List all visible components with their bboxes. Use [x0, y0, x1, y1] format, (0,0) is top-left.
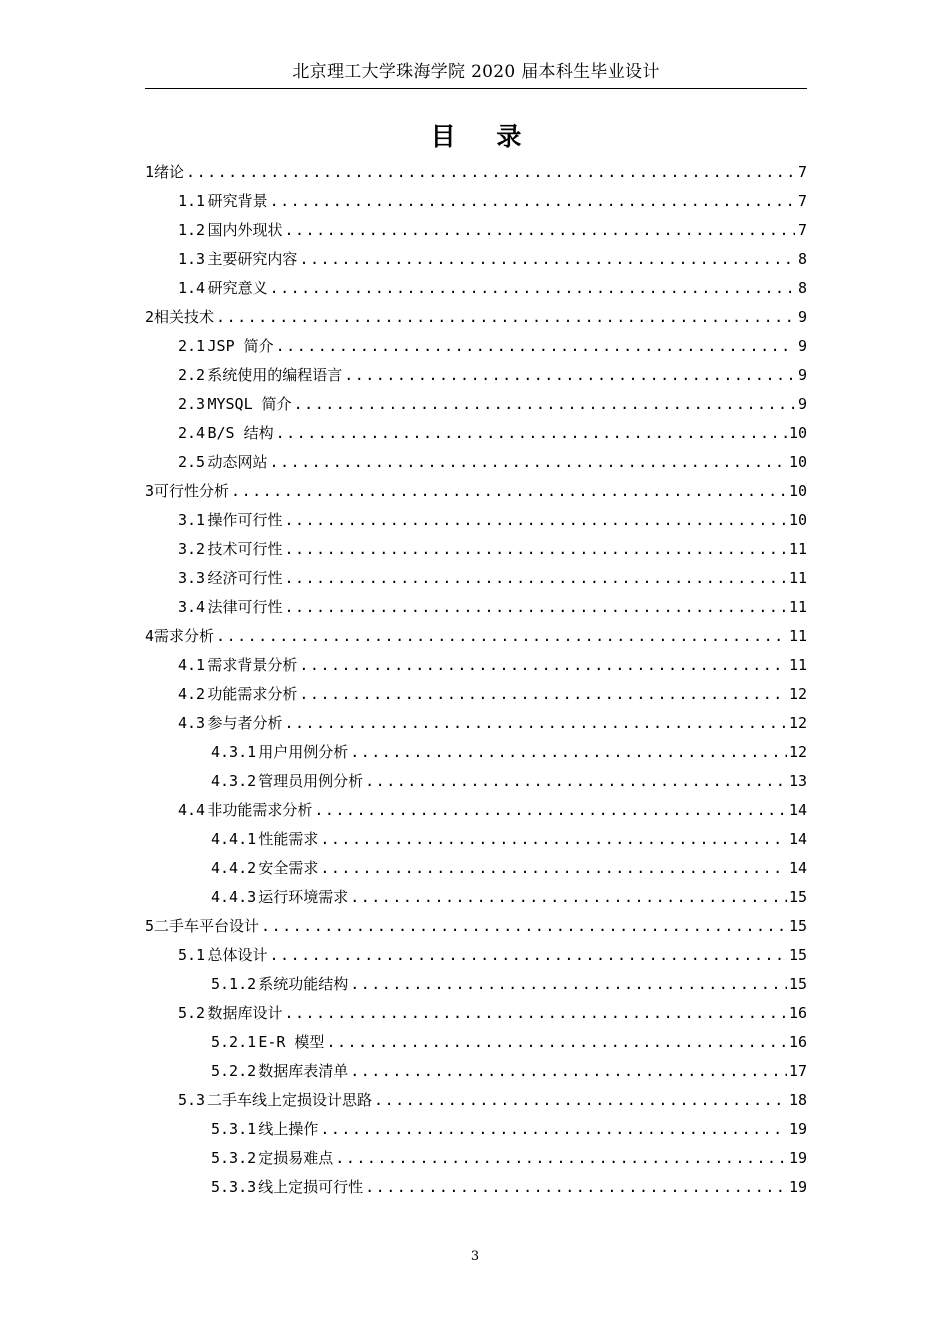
toc-entry[interactable]	[145, 504, 807, 533]
toc-entry[interactable]	[145, 388, 807, 417]
toc-entry[interactable]	[145, 1084, 807, 1113]
toc-entry[interactable]	[145, 910, 807, 939]
toc-entry[interactable]	[145, 359, 807, 388]
toc-entry-title: 性能需求	[258, 830, 319, 848]
toc-entry-number: 1.2	[178, 221, 206, 239]
toc-entry-number: 5	[145, 917, 155, 935]
toc-dot-leader	[320, 858, 787, 878]
toc-entry-page: 9	[797, 366, 807, 384]
toc-entry-title: 系统使用的编程语言	[207, 366, 343, 384]
toc-dot-leader	[320, 1119, 787, 1139]
toc-entry-number: 5.1.2	[211, 975, 257, 993]
toc-entry-title: 运行环境需求	[258, 888, 349, 906]
toc-entry-page: 15	[788, 917, 807, 935]
toc-entry-number: 3.4	[178, 598, 206, 616]
toc-entry[interactable]	[145, 475, 807, 504]
toc-entry-title: 功能需求分析	[207, 685, 298, 703]
toc-entry-title: 线上操作	[258, 1120, 319, 1138]
toc-dot-leader	[326, 1032, 787, 1052]
toc-entry-number: 2	[145, 308, 155, 326]
toc-entry[interactable]	[145, 852, 807, 881]
toc-dot-leader	[350, 742, 787, 762]
toc-entry-title: 经济可行性	[207, 569, 283, 587]
toc-entry-title: 管理员用例分析	[258, 772, 364, 790]
toc-dot-leader	[335, 1148, 787, 1168]
toc-entry-title: 操作可行性	[207, 511, 283, 529]
toc-entry-number: 4	[145, 627, 155, 645]
page-header: 北京理工大学珠海学院 2020 届本科生毕业设计	[145, 60, 807, 89]
toc-entry-number: 1.3	[178, 250, 206, 268]
toc-entry[interactable]	[145, 156, 807, 185]
toc-entry-title: 相关技术	[154, 308, 215, 326]
toc-entry-number: 5.3.3	[211, 1178, 257, 1196]
toc-entry[interactable]	[145, 968, 807, 997]
toc-entry-title: B/S 结构	[207, 424, 274, 442]
toc-entry[interactable]	[145, 794, 807, 823]
toc-entry-page: 19	[788, 1178, 807, 1196]
page-number: 3	[470, 1249, 480, 1264]
toc-entry-page: 9	[797, 395, 807, 413]
toc-entry[interactable]	[145, 1171, 807, 1200]
toc-entry[interactable]	[145, 243, 807, 272]
toc-dot-leader	[270, 191, 795, 211]
toc-entry-page: 10	[788, 424, 807, 442]
toc-entry[interactable]	[145, 736, 807, 765]
toc-entry-title: 总体设计	[207, 946, 268, 964]
toc-entry-page: 7	[797, 221, 807, 239]
toc-entry-number: 5.2.2	[211, 1062, 257, 1080]
toc-dot-leader	[320, 829, 787, 849]
toc-dot-leader	[350, 974, 787, 994]
toc-dot-leader	[216, 307, 795, 327]
toc-entry-page: 16	[788, 1004, 807, 1022]
toc-entry-number: 2.2	[178, 366, 206, 384]
toc-title: 目 录	[430, 122, 538, 151]
toc-entry-number: 4.2	[178, 685, 206, 703]
toc-entry-title: 用户用例分析	[258, 743, 349, 761]
toc-entry-page: 9	[797, 308, 807, 326]
toc-entry-title: 需求分析	[154, 627, 215, 645]
toc-entry[interactable]	[145, 1142, 807, 1171]
toc-entry-number: 4.4.3	[211, 888, 257, 906]
toc-entry-number: 4.1	[178, 656, 206, 674]
toc-dot-leader	[261, 916, 787, 936]
toc-entry-page: 19	[788, 1120, 807, 1138]
toc-entry[interactable]	[145, 765, 807, 794]
toc-entry-title: 线上定损可行性	[258, 1178, 364, 1196]
toc-entry[interactable]	[145, 997, 807, 1026]
toc-entry-page: 17	[788, 1062, 807, 1080]
toc-entry-title: 技术可行性	[207, 540, 283, 558]
toc-entry[interactable]	[145, 823, 807, 852]
toc-dot-leader	[314, 800, 787, 820]
toc-entry[interactable]	[145, 939, 807, 968]
toc-entry-title: 参与者分析	[207, 714, 283, 732]
toc-entry-page: 14	[788, 801, 807, 819]
toc-entry-title: 可行性分析	[154, 482, 230, 500]
toc-entry-number: 1.4	[178, 279, 206, 297]
toc-entry[interactable]	[145, 301, 807, 330]
toc-entry-page: 15	[788, 888, 807, 906]
toc-entry-page: 9	[797, 337, 807, 355]
toc-dot-leader	[285, 220, 796, 240]
toc-entry-page: 13	[788, 772, 807, 790]
toc-entry-number: 3.1	[178, 511, 206, 529]
toc-dot-leader	[374, 1090, 787, 1110]
toc-entry-number: 4.4.1	[211, 830, 257, 848]
toc-entry-number: 5.3.1	[211, 1120, 257, 1138]
toc-dot-leader	[294, 394, 795, 414]
toc-entry-number: 1.1	[178, 192, 206, 210]
toc-entry-title: 国内外现状	[207, 221, 283, 239]
toc-entry[interactable]	[145, 214, 807, 243]
toc-entry-number: 4.3.1	[211, 743, 257, 761]
toc-dot-leader	[270, 278, 795, 298]
toc-entry[interactable]	[145, 591, 807, 620]
toc-entry[interactable]	[145, 678, 807, 707]
toc-entry[interactable]	[145, 1113, 807, 1142]
toc-entry-number: 1	[145, 163, 155, 181]
toc-entry-title: E-R 模型	[258, 1033, 325, 1051]
toc-entry[interactable]	[145, 620, 807, 649]
toc-entry-page: 11	[788, 569, 807, 587]
toc-dot-leader	[350, 887, 787, 907]
toc-entry-page: 14	[788, 830, 807, 848]
toc-entry-page: 7	[797, 192, 807, 210]
toc-entry-number: 4.3.2	[211, 772, 257, 790]
toc-entry[interactable]	[145, 272, 807, 301]
toc-entry-page: 12	[788, 714, 807, 732]
toc-entry-page: 19	[788, 1149, 807, 1167]
toc-entry[interactable]	[145, 330, 807, 359]
toc-entry-number: 3.2	[178, 540, 206, 558]
toc-entry-page: 18	[788, 1091, 807, 1109]
toc-entry-title: JSP 简介	[207, 337, 274, 355]
toc-entry[interactable]	[145, 881, 807, 910]
toc-entry-page: 11	[788, 627, 807, 645]
toc-dot-leader	[284, 568, 786, 588]
toc-entry-number: 2.1	[178, 337, 206, 355]
toc-entry-page: 10	[788, 453, 807, 471]
toc-entry-number: 4.4	[178, 801, 206, 819]
toc-dot-leader	[284, 1003, 786, 1023]
toc-dot-leader	[231, 481, 787, 501]
toc-entry-number: 5.2.1	[211, 1033, 257, 1051]
toc-dot-leader	[350, 1061, 787, 1081]
toc-entry-title: 非功能需求分析	[207, 801, 313, 819]
toc-entry-number: 2.4	[178, 424, 206, 442]
toc-entry-number: 5.3	[178, 1091, 206, 1109]
toc-dot-leader	[276, 423, 787, 443]
toc-entry-title: 动态网站	[207, 453, 268, 471]
toc-entry-number: 3.3	[178, 569, 206, 587]
toc-entry-page: 15	[788, 946, 807, 964]
toc-entry-title: 法律可行性	[207, 598, 283, 616]
toc-entry-number: 2.3	[178, 395, 206, 413]
toc-entry-title: 安全需求	[258, 859, 319, 877]
toc-entry-title: 研究背景	[207, 192, 268, 210]
toc-entry-title: 二手车平台设计	[154, 917, 260, 935]
toc-entry-number: 2.5	[178, 453, 206, 471]
toc-dot-leader	[284, 597, 786, 617]
toc-entry-page: 10	[788, 482, 807, 500]
toc-entry-page: 12	[788, 685, 807, 703]
table-of-contents	[145, 156, 807, 1200]
toc-dot-leader	[344, 365, 795, 385]
toc-dot-leader	[365, 771, 787, 791]
toc-dot-leader	[299, 655, 787, 675]
toc-dot-leader	[284, 539, 786, 559]
toc-dot-leader	[270, 452, 787, 472]
toc-entry-number: 5.2	[178, 1004, 206, 1022]
toc-dot-leader	[284, 510, 786, 530]
toc-entry-number: 4.3	[178, 714, 206, 732]
toc-entry-title: 数据库表清单	[258, 1062, 349, 1080]
toc-entry-page: 7	[797, 163, 807, 181]
toc-entry[interactable]	[145, 533, 807, 562]
toc-entry-number: 5.1	[178, 946, 206, 964]
toc-entry-page: 11	[788, 540, 807, 558]
toc-entry[interactable]	[145, 1026, 807, 1055]
toc-dot-leader	[270, 945, 787, 965]
toc-entry-page: 11	[788, 656, 807, 674]
toc-dot-leader	[299, 684, 787, 704]
toc-entry-page: 11	[788, 598, 807, 616]
toc-entry-title: 二手车线上定损设计思路	[207, 1091, 373, 1109]
toc-entry[interactable]	[145, 562, 807, 591]
toc-dot-leader	[299, 249, 795, 269]
toc-entry-title: 定损易难点	[258, 1149, 334, 1167]
toc-dot-leader	[216, 626, 787, 646]
toc-entry-number: 3	[145, 482, 155, 500]
toc-dot-leader	[284, 713, 786, 733]
toc-entry[interactable]	[145, 185, 807, 214]
toc-entry[interactable]	[145, 707, 807, 736]
toc-entry-title: 需求背景分析	[207, 656, 298, 674]
toc-entry[interactable]	[145, 1055, 807, 1084]
toc-entry-title: 研究意义	[207, 279, 268, 297]
toc-dot-leader	[276, 336, 795, 356]
toc-dot-leader	[186, 162, 795, 182]
toc-entry-title: 数据库设计	[207, 1004, 283, 1022]
toc-entry-page: 8	[797, 250, 807, 268]
toc-entry-title: 绪论	[154, 163, 185, 181]
toc-entry-page: 14	[788, 859, 807, 877]
toc-entry-page: 12	[788, 743, 807, 761]
toc-entry-page: 10	[788, 511, 807, 529]
toc-entry-title: MYSQL 简介	[207, 395, 292, 413]
toc-entry-number: 5.3.2	[211, 1149, 257, 1167]
toc-entry-title: 主要研究内容	[207, 250, 298, 268]
toc-entry-title: 系统功能结构	[258, 975, 349, 993]
toc-entry-page: 15	[788, 975, 807, 993]
toc-entry[interactable]	[145, 446, 807, 475]
toc-entry[interactable]	[145, 417, 807, 446]
toc-entry[interactable]	[145, 649, 807, 678]
toc-entry-number: 4.4.2	[211, 859, 257, 877]
toc-entry-page: 16	[788, 1033, 807, 1051]
toc-dot-leader	[365, 1177, 787, 1197]
toc-entry-page: 8	[797, 279, 807, 297]
